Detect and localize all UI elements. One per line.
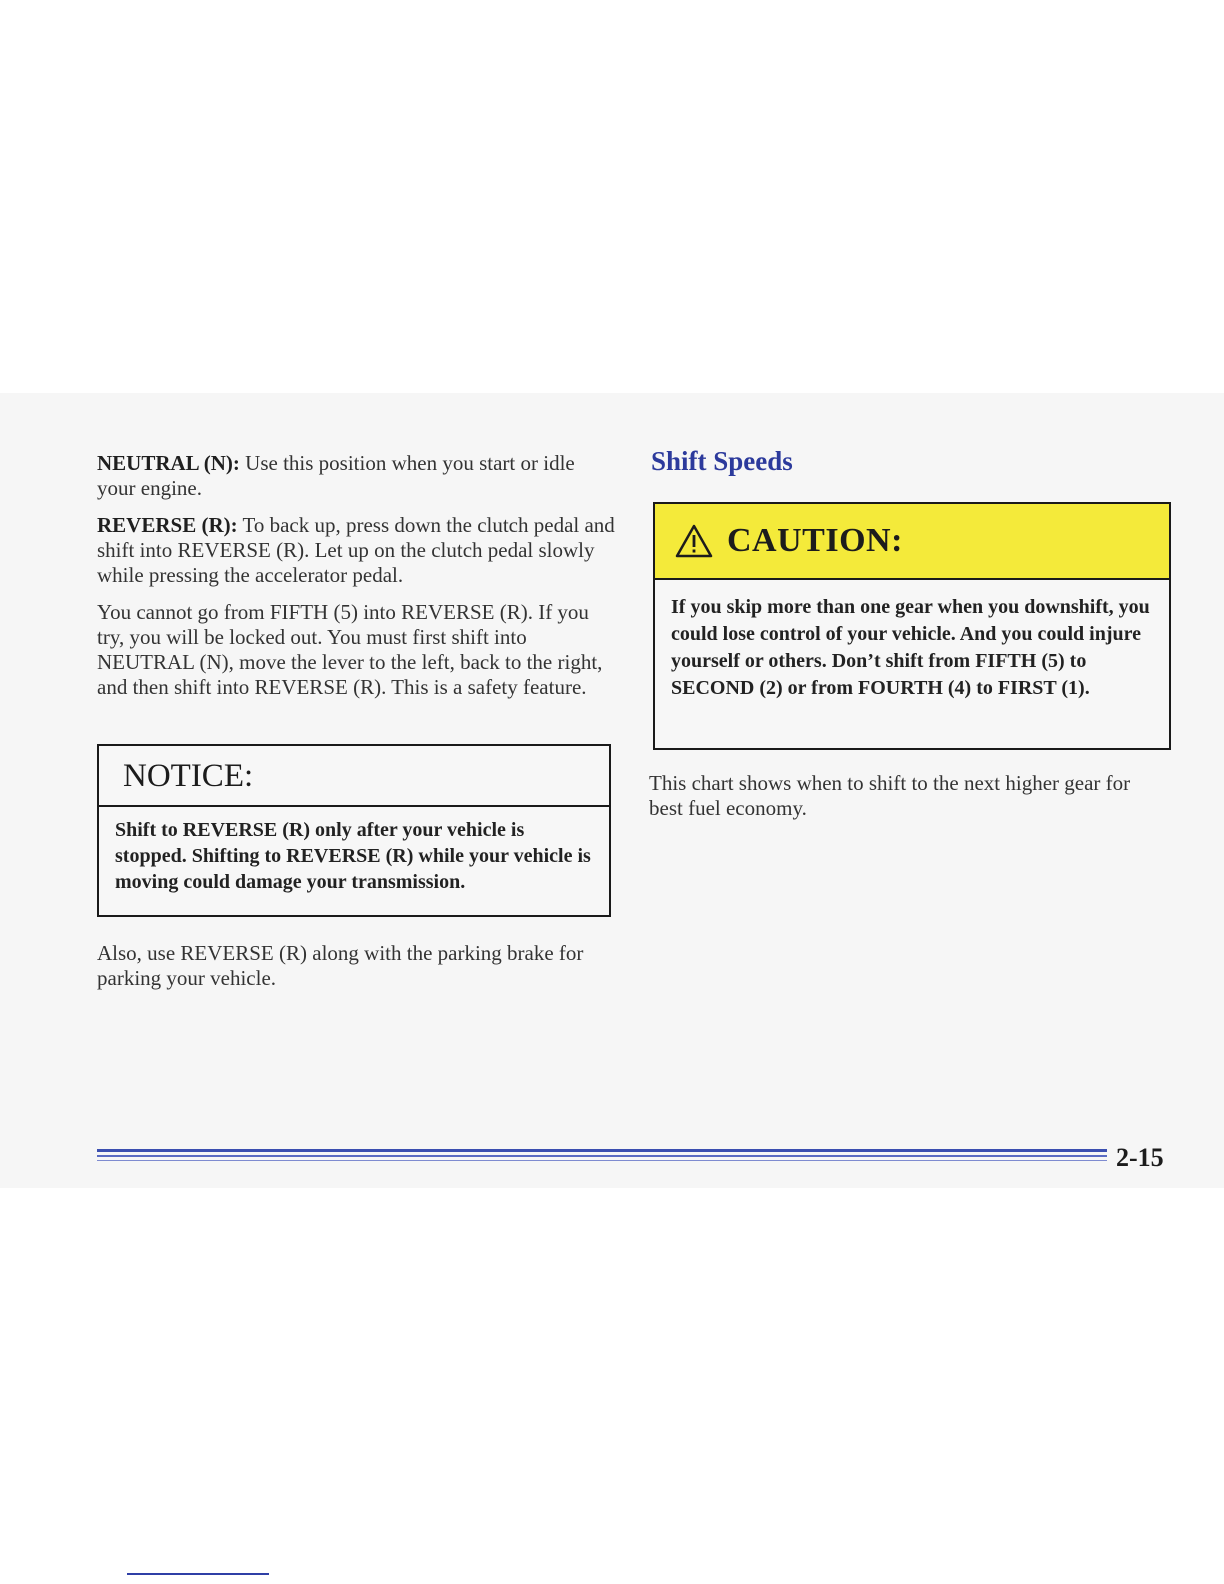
- locked-out-paragraph: You cannot go from FIFTH (5) into REVERSE (R). If you try, you will be locked out. You must first shift into NEUTRAL (N), move the lever to the left, back to the right, and then shift into REVERSE (R). This is a safety feature.: [97, 600, 603, 699]
- section-title: Shift Speeds: [651, 446, 793, 476]
- caution-box: [653, 502, 1171, 750]
- notice-body: Shift to REVERSE (R) only after your vehicle is stopped. Shifting to REVERSE (R) while your vehicle is moving could damage your transmission.: [115, 819, 591, 893]
- bottom-link-underline[interactable]: [127, 1573, 269, 1575]
- caution-header: [655, 504, 1169, 580]
- caution-heading: CAUTION:: [727, 522, 903, 559]
- notice-heading: NOTICE:: [99, 746, 609, 807]
- warning-triangle-icon: [675, 524, 713, 558]
- chart-intro-paragraph: This chart shows when to shift to the next higher gear for best fuel economy.: [649, 771, 1131, 820]
- neutral-text: Use this position when you start or idle your engine.: [97, 451, 575, 500]
- page-number: 2-15: [1116, 1143, 1164, 1172]
- footer-rule: [97, 1149, 1107, 1163]
- reverse-text: To back up, press down the clutch pedal and shift into REVERSE (R). Let up on the clutch pedal slowly while pressing the accelerator pedal.: [97, 513, 615, 587]
- reverse-paragraph: [97, 513, 617, 588]
- notice-box: [97, 744, 611, 917]
- neutral-term: NEUTRAL (N):: [97, 451, 240, 475]
- neutral-paragraph: [97, 451, 617, 501]
- parking-paragraph: Also, use REVERSE (R) along with the parking brake for parking your vehicle.: [97, 941, 584, 990]
- caution-body: If you skip more than one gear when you downshift, you could lose control of your vehicle. And you could injure yourself or others. Don’t shift from FIFTH (5) to SECOND (2) or from FOURTH (4) to FIRST (1).: [671, 596, 1150, 699]
- reverse-term: REVERSE (R):: [97, 513, 238, 537]
